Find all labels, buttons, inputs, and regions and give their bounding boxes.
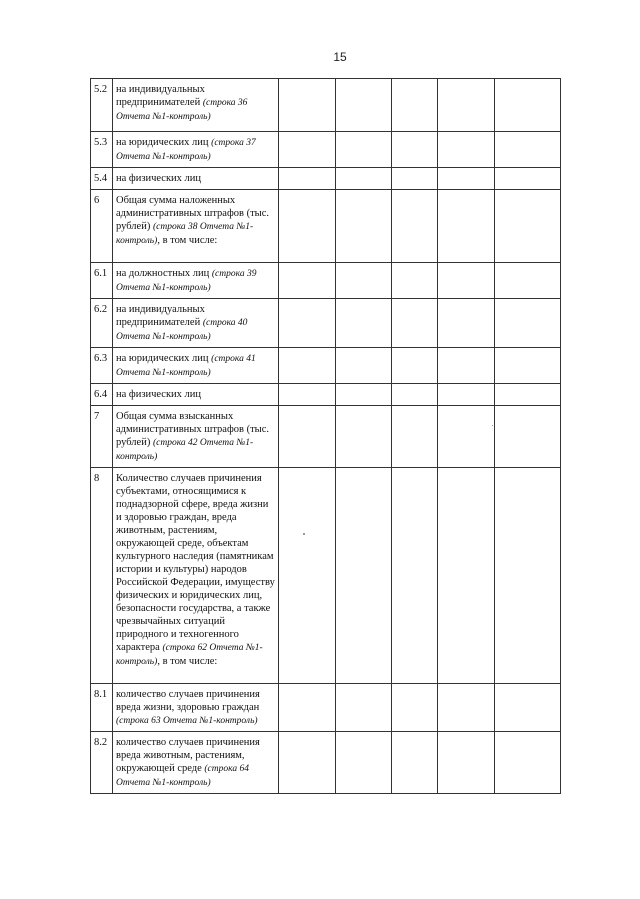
value-cell (495, 384, 561, 406)
table-row (91, 168, 561, 190)
row-number: 6.2 (91, 299, 113, 348)
value-cell (438, 348, 495, 384)
value-cell (279, 190, 336, 263)
value-cell (392, 732, 438, 794)
value-cell (438, 263, 495, 299)
page-number: 15 (333, 50, 347, 64)
value-cell (392, 348, 438, 384)
value-cell (495, 299, 561, 348)
value-cell (438, 684, 495, 732)
table-row (91, 468, 561, 684)
value-cell (392, 384, 438, 406)
value-cell (279, 732, 336, 794)
table-row (91, 384, 561, 406)
row-number: 6.1 (91, 263, 113, 299)
value-cell (279, 299, 336, 348)
value-cell (438, 132, 495, 168)
value-cell (392, 406, 438, 468)
value-cell (336, 132, 392, 168)
table-row (91, 406, 561, 468)
value-cell (495, 79, 561, 132)
value-cell (495, 168, 561, 190)
value-cell (279, 684, 336, 732)
table-row (91, 348, 561, 384)
value-cell (438, 79, 495, 132)
value-cell (438, 299, 495, 348)
value-cell (392, 263, 438, 299)
value-cell (495, 190, 561, 263)
scan-speck (303, 533, 305, 535)
value-cell (336, 684, 392, 732)
value-cell (392, 168, 438, 190)
value-cell (336, 190, 392, 263)
row-description: Общая сумма взысканных административных штрафов (тыс. рублей) (строка 42 Отчета №1-контроль) (113, 406, 279, 468)
value-cell (438, 168, 495, 190)
row-description: Количество случаев причинения субъектами, относящимися к поднадзорной сфере, вреда жизни и здоровью граждан, вреда животным, растениям, окружающей среде, объектам культурного наследия (памятникам истории и культуры) народов Российской Федерации, имуществу физических и юридических лиц, безопасности государства, а также чрезвычайных ситуаций природного и техногенного характера (строка 62 Отчета №1-контроль), в том числе: (113, 468, 279, 684)
value-cell (279, 263, 336, 299)
value-cell (495, 348, 561, 384)
value-cell (336, 732, 392, 794)
row-description: на физических лиц (113, 168, 279, 190)
row-description: количество случаев причинения вреда животным, растениям, окружающей среде (строка 64 Отчета №1-контроль) (113, 732, 279, 794)
value-cell (495, 406, 561, 468)
value-cell (438, 384, 495, 406)
table-row (91, 684, 561, 732)
row-number: 6.4 (91, 384, 113, 406)
value-cell (392, 132, 438, 168)
row-number: 7 (91, 406, 113, 468)
row-description: количество случаев причинения вреда жизни, здоровью граждан (строка 63 Отчета №1-контроль) (113, 684, 279, 732)
value-cell (438, 468, 495, 684)
value-cell (495, 684, 561, 732)
value-cell (438, 406, 495, 468)
value-cell (392, 190, 438, 263)
row-description: на должностных лиц (строка 39 Отчета №1-контроль) (113, 263, 279, 299)
table-row (91, 132, 561, 168)
value-cell (279, 168, 336, 190)
row-description: на юридических лиц (строка 37 Отчета №1-контроль) (113, 132, 279, 168)
value-cell (392, 79, 438, 132)
value-cell (392, 468, 438, 684)
table-row (91, 190, 561, 263)
row-number: 8.1 (91, 684, 113, 732)
value-cell (336, 384, 392, 406)
table-row (91, 299, 561, 348)
value-cell (392, 299, 438, 348)
scan-speck (492, 425, 493, 426)
value-cell (336, 263, 392, 299)
row-number: 6 (91, 190, 113, 263)
table-row (91, 263, 561, 299)
row-number: 8.2 (91, 732, 113, 794)
row-description: на физических лиц (113, 384, 279, 406)
row-description: на юридических лиц (строка 41 Отчета №1-контроль) (113, 348, 279, 384)
row-description: на индивидуальных предпринимателей (строка 40 Отчета №1-контроль) (113, 299, 279, 348)
value-cell (336, 348, 392, 384)
value-cell (495, 732, 561, 794)
table-row (91, 79, 561, 132)
value-cell (392, 684, 438, 732)
value-cell (279, 79, 336, 132)
value-cell (495, 263, 561, 299)
value-cell (495, 468, 561, 684)
value-cell (279, 132, 336, 168)
row-number: 5.2 (91, 79, 113, 132)
row-number: 6.3 (91, 348, 113, 384)
value-cell (279, 468, 336, 684)
value-cell (438, 732, 495, 794)
value-cell (336, 168, 392, 190)
value-cell (495, 132, 561, 168)
row-description: Общая сумма наложенных административных штрафов (тыс. рублей) (строка 38 Отчета №1-контроль), в том числе: (113, 190, 279, 263)
value-cell (279, 406, 336, 468)
value-cell (336, 406, 392, 468)
value-cell (336, 468, 392, 684)
row-number: 5.3 (91, 132, 113, 168)
row-number: 5.4 (91, 168, 113, 190)
table-row (91, 732, 561, 794)
value-cell (336, 79, 392, 132)
value-cell (279, 348, 336, 384)
row-number: 8 (91, 468, 113, 684)
value-cell (438, 190, 495, 263)
report-table (90, 78, 561, 794)
value-cell (279, 384, 336, 406)
value-cell (336, 299, 392, 348)
row-description: на индивидуальных предпринимателей (строка 36 Отчета №1-контроль) (113, 79, 279, 132)
